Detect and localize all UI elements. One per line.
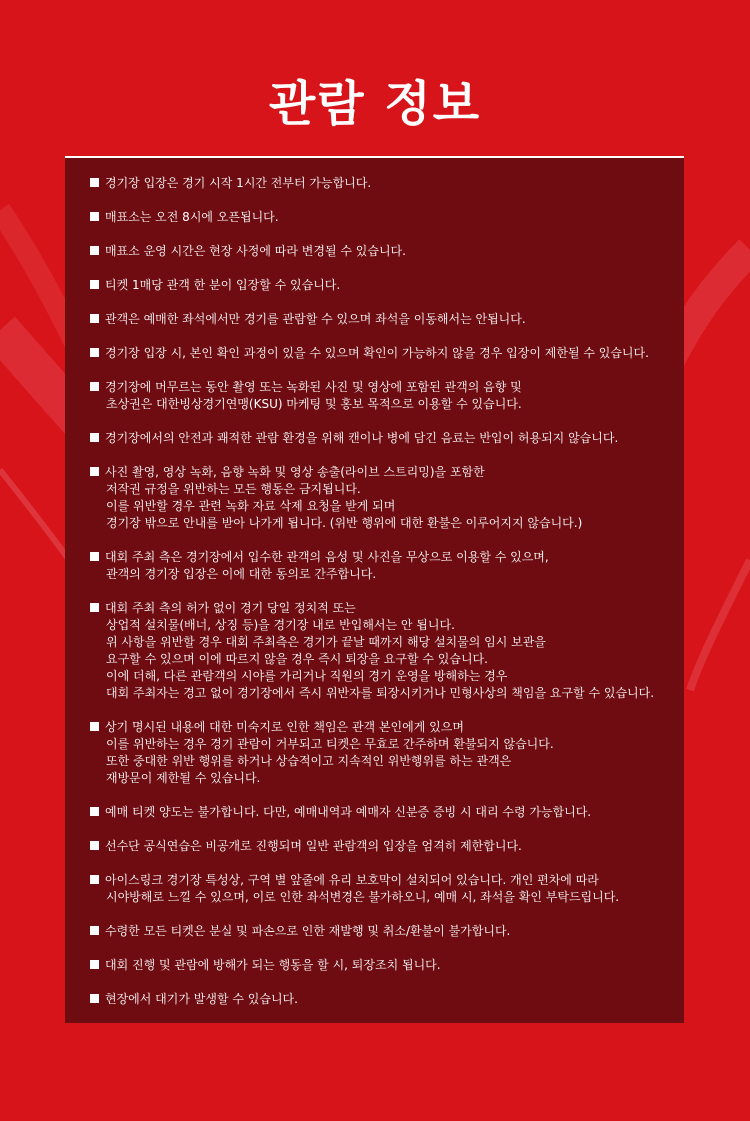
notice-text: 대회 주최자는 경고 없이 경기장에서 즉시 위반자를 퇴장시키거나 민형사상의 책임을 요구할 수 있습니다. [106,686,655,700]
notice-item [90,719,684,787]
notice-line [90,481,684,498]
notice-text: 관객은 예매한 좌석에서만 경기를 관람할 수 있으며 좌석을 이동해서는 안됩니다. [105,312,526,326]
notice-text: 요구할 수 있으며 이에 따르지 않을 경우 즉시 퇴장을 요구할 수 있습니다. [106,652,488,666]
notice-item [90,345,684,362]
notice-item [90,549,684,583]
notice-line [90,889,684,906]
square-bullet-icon [90,960,99,969]
square-bullet-icon [90,212,99,221]
square-bullet-icon [90,875,99,884]
notice-item [90,379,684,413]
notice-item [90,311,684,328]
notice-line [90,396,684,413]
notice-list [90,175,684,1008]
notice-line [90,430,684,447]
notice-line [90,804,684,821]
notice-item [90,277,684,294]
notice-item [90,243,684,260]
square-bullet-icon [90,178,99,187]
notice-text: 초상권은 대한빙상경기연맹(KSU) 마케팅 및 홍보 목적으로 이용할 수 있습니다. [106,397,522,411]
notice-line [90,498,684,515]
notice-text: 재방문이 제한될 수 있습니다. [106,771,261,785]
notice-line [90,651,684,668]
square-bullet-icon [90,246,99,255]
notice-text: 티켓 1매당 관객 한 분이 입장할 수 있습니다. [105,278,341,292]
notice-text: 경기장에서의 안전과 쾌적한 관람 환경을 위해 캔이나 병에 담긴 음료는 반입이 허용되지 않습니다. [105,431,619,445]
notice-text: 경기장 입장 시, 본인 확인 과정이 있을 수 있으며 확인이 가능하지 않을 경우 입장이 제한될 수 있습니다. [105,346,649,360]
notice-item [90,838,684,855]
square-bullet-icon [90,280,99,289]
notice-text: 매표소 운영 시간은 현장 사정에 따라 변경될 수 있습니다. [105,244,406,258]
notice-text: 선수단 공식연습은 비공개로 진행되며 일반 관람객의 입장을 엄격히 제한합니다. [105,839,522,853]
notice-text: 아이스링크 경기장 특성상, 구역 별 앞줄에 유리 보호막이 설치되어 있습니다. 개인 편차에 따라 [105,873,599,887]
notice-item [90,872,684,906]
notice-line [90,957,684,974]
notice-item [90,804,684,821]
notice-text: 대회 주최 측의 허가 없이 경기 당일 정치적 또는 [105,601,356,615]
notice-line [90,872,684,889]
notice-line [90,549,684,566]
notice-line [90,464,684,481]
notice-text: 대회 주최 측은 경기장에서 입수한 관객의 음성 및 사진을 무상으로 이용할 수 있으며, [105,550,549,564]
notice-line [90,719,684,736]
notice-text: 경기장에 머무르는 동안 촬영 또는 녹화된 사진 및 영상에 포함된 관객의 음향 및 [105,380,522,394]
notice-line [90,685,684,702]
notice-line [90,515,684,532]
notice-line [90,838,684,855]
notice-text: 대회 진행 및 관람에 방해가 되는 행동을 할 시, 퇴장조치 됩니다. [105,958,441,972]
notice-line [90,753,684,770]
square-bullet-icon [90,552,99,561]
notice-text: 시야방해로 느낄 수 있으며, 이로 인한 좌석변경은 불가하오니, 예매 시, 좌석을 확인 부탁드립니다. [106,890,620,904]
notice-item [90,600,684,702]
notice-text: 상기 명시된 내용에 대한 미숙지로 인한 책임은 관객 본인에게 있으며 [105,720,464,734]
square-bullet-icon [90,467,99,476]
square-bullet-icon [90,994,99,1003]
notice-line [90,277,684,294]
notice-line [90,379,684,396]
notice-line [90,209,684,226]
notice-line [90,617,684,634]
notice-text: 이에 더해, 다른 관람객의 시야를 가리거나 직원의 경기 운영을 방해하는 경우 [106,669,508,683]
notice-item [90,209,684,226]
square-bullet-icon [90,433,99,442]
square-bullet-icon [90,382,99,391]
notice-line [90,991,684,1008]
notice-text: 이를 위반할 경우 관련 녹화 자료 삭제 요청을 받게 되며 [106,499,396,513]
square-bullet-icon [90,603,99,612]
viewing-info-panel [65,156,684,1023]
notice-line [90,175,684,192]
notice-line [90,566,684,583]
notice-text: 경기장 밖으로 안내를 받아 나가게 됩니다. (위반 행위에 대한 환불은 이루어지지 않습니다.) [106,516,583,530]
notice-line [90,634,684,651]
notice-line [90,736,684,753]
notice-item [90,175,684,192]
notice-text: 예매 티켓 양도는 불가합니다. 다만, 예매내역과 예매자 신분증 증빙 시 대리 수령 가능합니다. [105,805,592,819]
page-title: 관람 정보 [268,76,482,132]
notice-item [90,991,684,1008]
square-bullet-icon [90,841,99,850]
notice-line [90,923,684,940]
notice-line [90,345,684,362]
notice-text: 위 사항을 위반할 경우 대회 주최측은 경기가 끝날 때까지 해당 설치물의 임시 보관을 [106,635,546,649]
notice-text: 수령한 모든 티켓은 분실 및 파손으로 인한 재발행 및 취소/환불이 불가합니다. [105,924,511,938]
notice-line [90,668,684,685]
notice-text: 또한 중대한 위반 행위를 하거나 상습적이고 지속적인 위반행위를 하는 관객은 [106,754,512,768]
notice-item [90,464,684,532]
notice-item [90,957,684,974]
square-bullet-icon [90,314,99,323]
notice-text: 현장에서 대기가 발생할 수 있습니다. [105,992,298,1006]
square-bullet-icon [90,926,99,935]
notice-line [90,243,684,260]
notice-line [90,600,684,617]
notice-text: 상업적 설치물(배너, 상징 등)을 경기장 내로 반입해서는 안 됩니다. [106,618,455,632]
square-bullet-icon [90,722,99,731]
notice-item [90,923,684,940]
notice-text: 저작권 규정을 위반하는 모든 행동은 금지됩니다. [106,482,361,496]
notice-line [90,311,684,328]
square-bullet-icon [90,348,99,357]
notice-line [90,770,684,787]
notice-text: 관객의 경기장 입장은 이에 대한 동의로 간주합니다. [106,567,377,581]
notice-text: 이를 위반하는 경우 경기 관람이 거부되고 티켓은 무효로 간주하며 환불되지 않습니다. [106,737,554,751]
notice-text: 경기장 입장은 경기 시작 1시간 전부터 가능합니다. [105,176,372,190]
notice-item [90,430,684,447]
square-bullet-icon [90,807,99,816]
notice-text: 사진 촬영, 영상 녹화, 음향 녹화 및 영상 송출(라이브 스트리밍)을 포함한 [105,465,485,479]
notice-text: 매표소는 오전 8시에 오픈됩니다. [105,210,279,224]
